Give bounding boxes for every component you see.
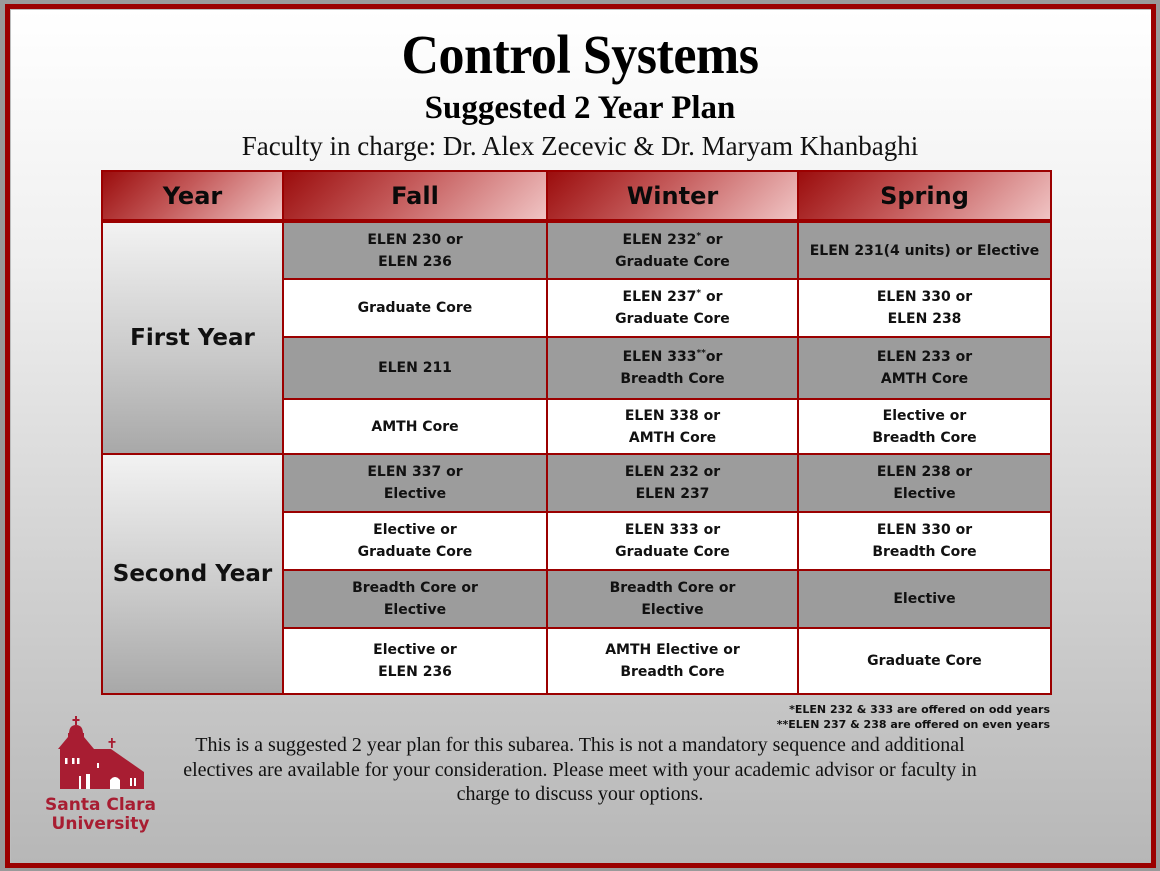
university-logo <box>38 716 163 836</box>
course-line: ELEN 330 or <box>876 522 973 538</box>
course-cell-spring <box>798 221 1051 279</box>
course-cell-winter <box>547 570 798 628</box>
plan-body <box>102 221 1051 694</box>
course-line: Elective <box>893 591 956 607</box>
course-cell-spring <box>798 454 1051 512</box>
course-line: ELEN 237 <box>635 486 710 502</box>
course-cell-spring <box>798 512 1051 570</box>
course-line: ELEN 231(4 units) or Elective <box>809 242 1040 259</box>
table-row <box>102 454 1051 512</box>
course-line: Graduate Core <box>615 311 730 327</box>
course-line: Elective <box>893 486 956 502</box>
course-line: Elective or <box>373 522 457 538</box>
course-cell-spring <box>798 628 1051 694</box>
course-line: ELEN 232 or <box>624 464 721 480</box>
course-line: ELEN 236 <box>378 253 452 270</box>
course-cell-spring <box>798 570 1051 628</box>
footnote-marker: * <box>696 230 702 241</box>
course-line: Breadth Core or <box>609 580 736 596</box>
course-cell-spring <box>798 337 1051 399</box>
course-cell-fall <box>283 337 547 399</box>
header-row <box>102 171 1051 221</box>
course-line: Elective <box>383 486 447 502</box>
footnote-even-years: **ELEN 237 & 238 are offered on even years <box>776 718 1050 731</box>
course-cell-spring <box>798 279 1051 337</box>
course-cell-fall <box>283 221 547 279</box>
course-line <box>552 346 793 368</box>
course-code: ELEN 237 <box>622 289 697 305</box>
course-cell-fall <box>283 512 547 570</box>
faculty-in-charge: Faculty in charge: Dr. Alex Zecevic & Dr. Maryam Khanbaghi <box>241 131 919 161</box>
page-title: Control Systems <box>401 25 759 86</box>
course-connector: or <box>701 289 723 305</box>
course-cell-winter <box>547 628 798 694</box>
course-line: Breadth Core or <box>352 580 478 596</box>
footnotes <box>777 702 1050 732</box>
footnote-marker: ** <box>696 348 706 359</box>
course-line: ELEN 233 or <box>876 349 973 365</box>
disclaimer-text: This is a suggested 2 year plan for this subarea. This is not a mandatory sequence and additional electives are available for your consideration. Please meet with your academic advisor or faculty in charge to discuss your options. <box>183 734 977 805</box>
course-line: AMTH Core <box>880 371 969 387</box>
course-cell-fall <box>283 570 547 628</box>
page-subtitle: Suggested 2 Year Plan <box>424 90 736 126</box>
plan-table <box>101 170 1052 695</box>
course-line: ELEN 211 <box>378 360 452 376</box>
course-line: Breadth Core <box>620 664 725 680</box>
column-header-year: Year <box>102 171 283 221</box>
course-line: Elective <box>383 602 447 618</box>
course-line: Elective <box>641 602 704 618</box>
logo-text-line2: University <box>51 814 150 834</box>
course-cell-winter <box>547 454 798 512</box>
year-label: First Year <box>102 221 283 454</box>
column-header-fall: Fall <box>283 171 547 221</box>
course-line <box>552 229 793 251</box>
column-header-spring: Spring <box>798 171 1051 221</box>
course-line: Breadth Core <box>620 371 725 387</box>
course-connector: or <box>701 231 723 248</box>
course-line: Graduate Core <box>357 544 473 560</box>
course-line: Breadth Core <box>872 544 977 560</box>
course-cell-fall <box>283 279 547 337</box>
course-code: ELEN 232 <box>622 231 697 248</box>
footnote-odd-years: *ELEN 232 & 333 are offered on odd years <box>789 703 1050 716</box>
course-line: Graduate Core <box>357 300 473 316</box>
course-line: Graduate Core <box>615 253 730 270</box>
course-line: ELEN 238 <box>887 311 962 327</box>
course-line: ELEN 338 or <box>624 407 721 424</box>
course-line: Graduate Core <box>867 653 982 669</box>
course-line: AMTH Elective or <box>605 642 740 658</box>
course-cell-winter <box>547 221 798 279</box>
course-line: ELEN 230 or <box>367 231 463 248</box>
course-cell-fall <box>283 454 547 512</box>
course-line: Graduate Core <box>615 544 730 560</box>
course-line: AMTH Core <box>371 418 459 435</box>
course-line: ELEN 333 or <box>624 522 721 538</box>
year-label: Second Year <box>102 454 283 694</box>
course-line <box>552 286 793 308</box>
column-header-winter: Winter <box>547 171 798 221</box>
course-cell-winter <box>547 279 798 337</box>
course-connector: or <box>705 349 723 365</box>
footnote-marker: * <box>696 288 702 299</box>
course-line: ELEN 236 <box>378 664 452 680</box>
course-line: Elective or <box>882 407 967 424</box>
course-line: AMTH Core <box>628 429 717 446</box>
course-cell-spring <box>798 399 1051 454</box>
course-cell-winter <box>547 512 798 570</box>
course-cell-winter <box>547 399 798 454</box>
course-cell-fall <box>283 399 547 454</box>
course-line: Breadth Core <box>872 429 977 446</box>
course-code: ELEN 333 <box>622 349 697 365</box>
course-line: ELEN 238 or <box>876 464 973 480</box>
course-cell-fall <box>283 628 547 694</box>
course-cell-winter <box>547 337 798 399</box>
table-row <box>102 221 1051 279</box>
course-line: ELEN 330 or <box>876 289 973 305</box>
course-line: ELEN 337 or <box>367 464 463 480</box>
logo-text-line1: Santa Clara <box>45 795 156 815</box>
course-line: Elective or <box>373 642 457 658</box>
mission-church-icon <box>48 716 148 792</box>
